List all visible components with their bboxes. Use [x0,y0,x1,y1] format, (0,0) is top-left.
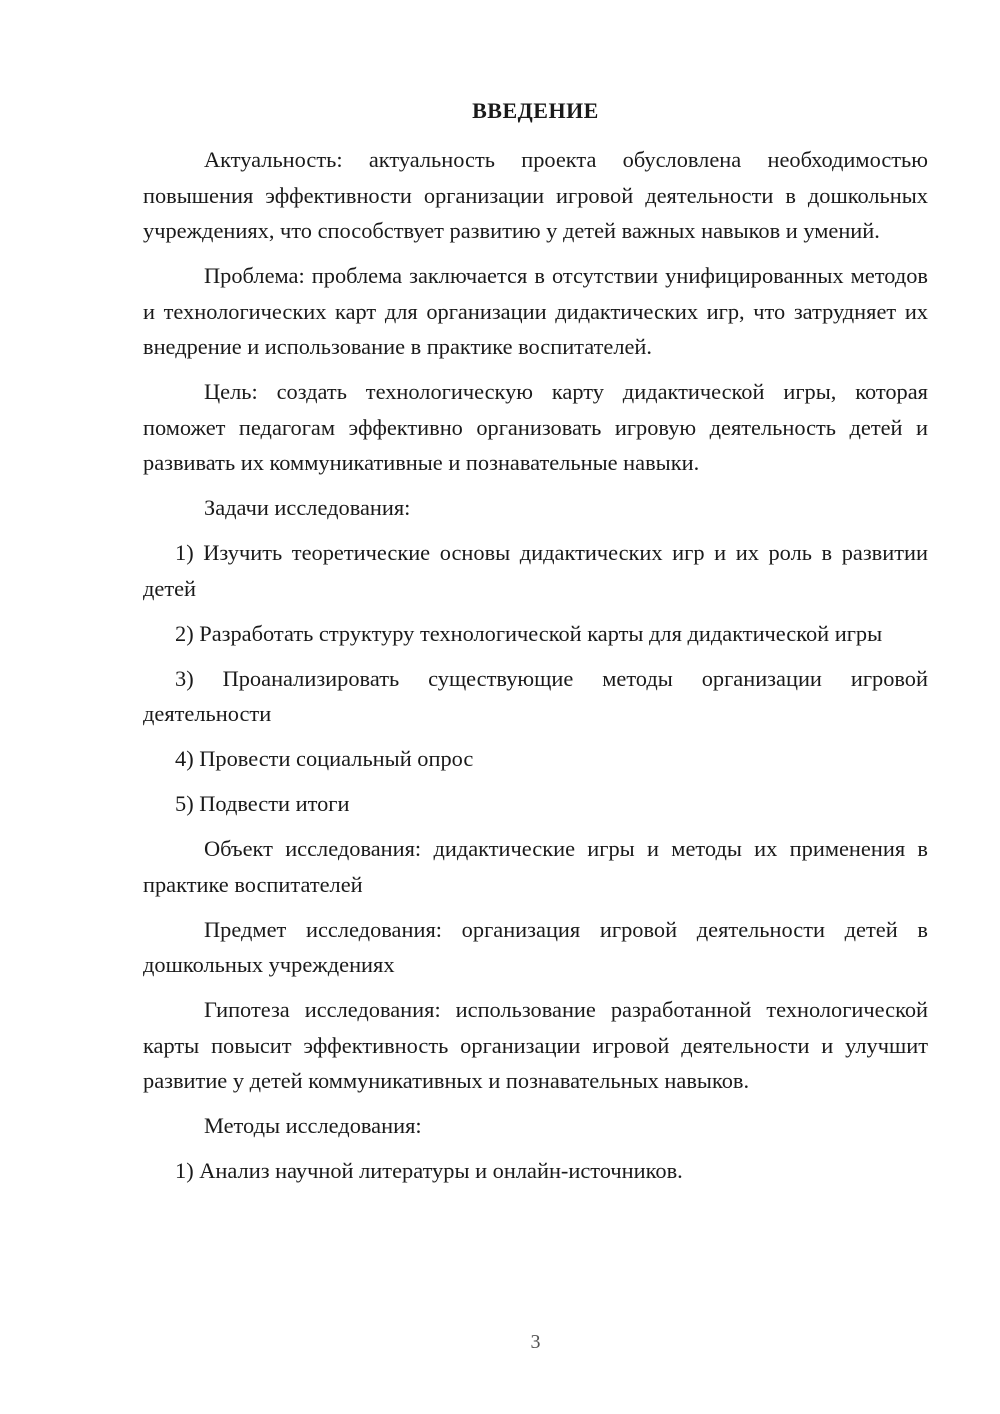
task-item-4: 4) Провести социальный опрос [175,746,474,771]
paragraph-hypothesis: Гипотеза исследования: использование разработанной технологической карты повысит эффективность организации игровой деятельности и улучшит развитие у детей коммуникативных и познавательных навыков. [143,997,928,1093]
paragraph-subject: Предмет исследования: организация игровой деятельности детей в дошкольных учреждениях [143,916,928,977]
page-number: 3 [530,1331,541,1353]
methods-heading: Методы исследования: [204,1113,422,1138]
task-item-1: 1) Изучить теоретические основы дидактических игр и их роль в развитии детей [143,540,928,601]
task-item-5: 5) Подвести итоги [175,791,350,816]
paragraph-relevance: Актуальность: актуальность проекта обусловлена необходимостью повышения эффективности организации игровой деятельности в дошкольных учреждениях, что способствует развитию у детей важных навыков и умений. [143,147,928,243]
paragraph-problem: Проблема: проблема заключается в отсутствии унифицированных методов и технологических карт для организации дидактических игр, что затрудняет их внедрение и использование в практике воспитателей. [143,263,928,359]
paragraph-goal: Цель: создать технологическую карту дидактической игры, которая поможет педагогам эффективно организовать игровую деятельность детей и развивать их коммуникативные и познавательные навыки. [143,379,928,475]
tasks-heading: Задачи исследования: [204,495,411,520]
page-title: ВВЕДЕНИЕ [472,98,599,123]
paragraph-object: Объект исследования: дидактические игры и методы их применения в практике воспитателей [143,836,928,897]
task-item-2: 2) Разработать структуру технологической карты для дидактической игры [175,620,883,646]
document-page [143,0,928,1414]
method-item-1: 1) Анализ научной литературы и онлайн-источников. [175,1158,683,1183]
document-body [143,142,928,1198]
task-item-3: 3) Проанализировать существующие методы организации игровой деятельности [143,665,928,726]
